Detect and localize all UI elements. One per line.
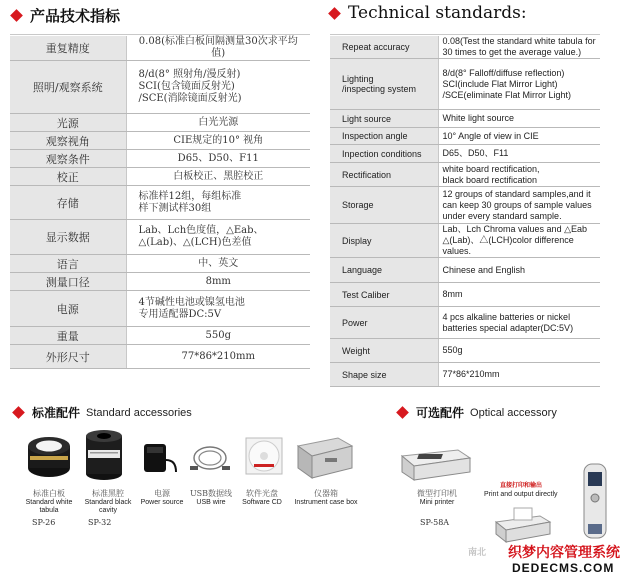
en-value: 10° Angle of view in CIE [438,128,600,145]
accessory-power: 电源 Power source [140,489,184,506]
accessory-case: 仪器箱 Instrument case box [294,489,358,506]
en-label: Storage [330,187,438,224]
cn-value: 白板校正、黑腔校正 [126,168,310,186]
cn-label: 电源 [10,291,126,327]
cn-label: 光源 [10,114,126,132]
cn-value: 550g [126,327,310,345]
en-value: 8mm [438,283,600,307]
cn-title-rule [10,34,310,35]
en-row [330,163,600,187]
accessory-white-tabula-en: Standard white tabula [25,499,73,514]
en-row [330,110,600,128]
red-diamond-icon [12,406,25,419]
cn-value: D65、D50、F11 [126,150,310,168]
en-spec-table [330,36,600,387]
mini-printer-image [398,440,474,484]
en-row [330,258,600,283]
watermark-cms: 织梦内容管理系统 [508,545,620,561]
en-row [330,307,600,339]
accessory-white-tabula: 标准白板 Standard white tabula [16,488,82,515]
cn-label: 观察视角 [10,132,126,150]
usb-wire-image [188,440,232,474]
colorimeter-device-image [578,458,614,542]
cn-row [10,255,310,273]
cn-row [10,168,310,186]
en-value: 4 pcs alkaline batteries or nickel batteries special adapter(DC:5V) [438,307,600,339]
accessory-black-cavity: 标准黑腔 Standard black cavity [76,488,140,515]
code-sp32: SP-32 [88,518,112,527]
black-cavity-image [84,424,124,482]
code-sp26: SP-26 [32,518,56,527]
accessory-software-cd: 软件光盘 Software CD [242,489,282,506]
en-row [330,128,600,145]
en-row [330,283,600,307]
en-row [330,145,600,163]
cn-row [10,114,310,132]
en-value: white board rectification, black board rectification [438,163,600,187]
en-row [330,187,600,224]
en-label: Display [330,224,438,258]
cn-row [10,220,310,255]
cn-value: 白光光源 [126,114,310,132]
cn-label: 存储 [10,186,126,220]
cn-row [10,132,310,150]
watermark-faint: 南北 [468,547,487,557]
en-row [330,59,600,110]
en-value: 77*86*210mm [438,363,600,387]
cn-row [10,327,310,345]
en-label: Repeat accuracy [330,36,438,59]
power-adapter-image [140,436,180,476]
en-row [330,363,600,387]
en-label: Rectification [330,163,438,187]
cn-label: 显示数据 [10,220,126,255]
software-cd-image [244,436,284,476]
en-value: Lab、Lch Chroma values and △Eab △(Lab)、△(LCH)color difference values. [438,224,600,258]
cn-label: 外形尺寸 [10,345,126,369]
instrument-case-image [292,432,356,482]
en-label: Power [330,307,438,339]
cn-row [10,291,310,327]
print-output-tag: 直接打印和输出 [500,482,543,489]
cn-label: 测量口径 [10,273,126,291]
red-diamond-icon [10,9,23,22]
accessory-usb: USB数据线 USB wire [189,489,233,506]
cn-label: 重复精度 [10,36,126,61]
en-row [330,36,600,59]
en-label: Shape size [330,363,438,387]
en-value: 0.08(Test the standard white tabula for 30 times to get the average value.) [438,36,600,59]
optional-title: 可选配件 Optical accessory [398,404,557,421]
cn-value: 8/d(8° 照射角/漫反射) SCI(包含镜面反射光) /SCE(消除镜面反射光) [126,61,310,114]
code-sp58a: SP-58A [420,518,450,527]
cn-label: 语言 [10,255,126,273]
cn-value: 8mm [126,273,310,291]
en-title-rule [330,34,600,35]
cn-section-title: 产品技术指标 [12,5,120,26]
print-output-caption: Print and output directly [484,491,558,498]
cn-value: 4节碱性电池或镍氢电池 专用适配器DC:5V [126,291,310,327]
accessories-title: 标准配件 Standard accessories [14,404,192,421]
cn-row [10,61,310,114]
en-value: Chinese and English [438,258,600,283]
cn-value: 中、英文 [126,255,310,273]
cn-value: 0.08(标准白板间隔测量30次求平均值) [126,36,310,61]
white-tabula-image [26,428,72,480]
watermark-dedecms: DEDECMS.COM [512,561,615,575]
cn-spec-table [10,36,310,369]
en-value: 550g [438,339,600,363]
en-row [330,339,600,363]
cn-label: 校正 [10,168,126,186]
en-label: Test Caliber [330,283,438,307]
en-value: White light source [438,110,600,128]
en-row [330,224,600,258]
cn-row [10,345,310,369]
cn-row [10,150,310,168]
cn-value: 77*86*210mm [126,345,310,369]
cn-value: CIE规定的10° 视角 [126,132,310,150]
cn-label: 观察条件 [10,150,126,168]
en-section-title: Technical standards: [330,3,527,23]
cn-value: Lab、Lch色度值，△Eab、 △(Lab)、△(LCH)色差值 [126,220,310,255]
en-label: Language [330,258,438,283]
cn-row [10,186,310,220]
en-value: 8/d(8° Falloff/diffuse reflection) SCI(include Flat Mirror Light) /SCE(eliminate Flat Mirror Light) [438,59,600,110]
optional-printer: 微型打印机 Mini printer [417,489,457,506]
cn-row [10,273,310,291]
en-value: D65、D50、F11 [438,145,600,163]
cn-value: 标准样12组，每组标准 样下测试样30组 [126,186,310,220]
red-diamond-icon [328,7,341,20]
accessory-black-cavity-en: Standard black cavity [84,499,132,514]
cn-row [10,36,310,61]
en-value: 12 groups of standard samples,and it can keep 30 groups of sample values under every standard sample. [438,187,600,224]
en-label: Inpection conditions [330,145,438,163]
cn-label: 照明/观察系统 [10,61,126,114]
cn-label: 重量 [10,327,126,345]
en-label: Light source [330,110,438,128]
en-label: Inspection angle [330,128,438,145]
red-diamond-icon [396,406,409,419]
en-label: Lighting /inspecting system [330,59,438,110]
en-label: Weight [330,339,438,363]
printer-with-device-image [490,500,576,548]
